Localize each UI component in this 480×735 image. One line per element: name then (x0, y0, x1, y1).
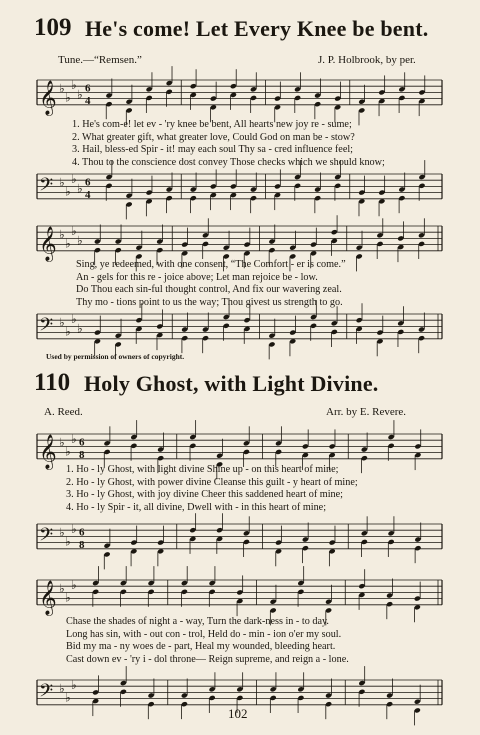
verse-line: 1. He's com-e! let ev - 'ry knee be bent, All hearts new joy re - sume; (72, 119, 352, 130)
bass-clef-icon: 𝄢 (39, 524, 54, 550)
verse-line: 3. Ho - ly Ghost, with joy divine Cheer this saddened heart of mine; (66, 489, 343, 501)
flat-icon: ♭ (59, 681, 65, 696)
flat-icon: ♭ (77, 87, 83, 102)
composer-credit: J. P. Holbrook, by per. (318, 54, 416, 66)
music-staff-bass (0, 166, 480, 216)
verse-line: Bid my ma - ny woes de - part, Heal my wounded, bleeding heart. (66, 641, 336, 653)
bass-clef-icon: 𝄢 (39, 680, 54, 706)
flat-icon: ♭ (71, 678, 77, 693)
verse-line: 4. Thou to the conscience dost convey Those checks which we should know; (72, 156, 385, 168)
hymn-110 (0, 362, 480, 735)
verse-line: Thy mo - tions point to us the way; Thou givest us strength to go. (76, 296, 343, 308)
verse-line: Long has sin, with - out con - trol, Held do - min - ion o'er my soul. (66, 628, 342, 640)
flat-icon: ♭ (65, 236, 71, 251)
verse-block (72, 119, 385, 169)
flat-icon: ♭ (65, 590, 71, 605)
time-signature: 4 (85, 188, 91, 201)
verse-line: Do Thou each sin-ful thought control, And fix our wavering zeal. (76, 284, 342, 296)
flat-icon: ♭ (59, 227, 65, 242)
flat-icon: ♭ (59, 435, 65, 450)
bass-clef-icon: 𝄢 (39, 314, 54, 340)
verse-block (76, 259, 346, 309)
treble-clef-icon: 𝄞 (39, 580, 57, 616)
flat-icon: ♭ (65, 324, 71, 339)
verse-line: 3. Hail, bless-ed Spir - it! may each soul Thy sa - cred influence feel; (72, 144, 354, 156)
hymn-number: 110 (34, 369, 71, 396)
tune-name: Tune.—“Remsen.” (58, 54, 142, 66)
time-signature: 6 (79, 436, 85, 449)
flat-icon: ♭ (59, 81, 65, 96)
flat-icon: ♭ (71, 78, 77, 93)
treble-clef-icon: 𝄞 (39, 226, 57, 262)
tune-name: A. Reed. (44, 406, 83, 418)
flat-icon: ♭ (59, 525, 65, 540)
flat-icon: ♭ (71, 432, 77, 447)
time-signature: 6 (85, 82, 91, 95)
verse-line: An - gels for this re - joice above; Let man rejoice be - low. (76, 271, 318, 283)
flat-icon: ♭ (59, 175, 65, 190)
time-signature: 6 (79, 526, 85, 539)
verse-block (66, 616, 349, 666)
music-staff-treble (0, 72, 480, 122)
treble-clef-icon: 𝄞 (39, 434, 57, 470)
verse-line: 4. Ho - ly Spir - it, all divine, Dwell with - in this heart of mine; (66, 501, 327, 513)
flat-icon: ♭ (65, 184, 71, 199)
page-number: 102 (228, 706, 248, 721)
time-signature: 8 (79, 538, 85, 551)
flat-icon: ♭ (65, 444, 71, 459)
flat-icon: ♭ (71, 172, 77, 187)
flat-icon: ♭ (65, 534, 71, 549)
flat-icon: ♭ (65, 90, 71, 105)
flat-icon: ♭ (59, 315, 65, 330)
flat-icon: ♭ (77, 321, 83, 336)
flat-icon: ♭ (71, 312, 77, 327)
verse-line: Sing, ye redeemed, with one consent, “The Comfort - er is come.” (76, 259, 346, 270)
treble-clef-icon: 𝄞 (39, 80, 57, 116)
flat-icon: ♭ (77, 233, 83, 248)
hymn-109 (0, 0, 480, 362)
flat-icon: ♭ (65, 690, 71, 705)
time-signature: 4 (85, 94, 91, 107)
hymn-title: Holy Ghost, with Light Divine. (84, 371, 379, 396)
verse-block (66, 464, 358, 514)
flat-icon: ♭ (59, 581, 65, 596)
hymn-title: He's come! Let Every Knee be bent. (85, 16, 429, 41)
time-signature: 6 (85, 176, 91, 189)
flat-icon: ♭ (71, 224, 77, 239)
verse-line: 2. Ho - ly Ghost, with power divine Cleanse this guilt - y heart of mine; (66, 476, 358, 488)
composer-credit: Arr. by E. Revere. (326, 406, 407, 418)
flat-icon: ♭ (71, 522, 77, 537)
bass-clef-icon: 𝄢 (39, 174, 54, 200)
music-staff-bass (0, 306, 480, 356)
copyright-footnote: Used by permission of owners of copyright. (46, 352, 185, 361)
music-staff-treble (0, 572, 480, 622)
verse-line: Chase the shades of night a - way, Turn the dark-ness in - to day. (66, 616, 329, 627)
hymn-number: 109 (34, 14, 72, 41)
flat-icon: ♭ (71, 578, 77, 593)
verse-line: 1. Ho - ly Ghost, with light divine Shine up - on this heart of mine; (66, 464, 339, 475)
music-staff-bass (0, 516, 480, 566)
verse-line: Cast down ev - 'ry i - dol throne— Reign supreme, and reign a - lone. (66, 653, 349, 665)
verse-line: 2. What greater gift, what greater love, Could God on man be - stow? (72, 131, 355, 143)
time-signature: 8 (79, 448, 85, 461)
flat-icon: ♭ (77, 181, 83, 196)
